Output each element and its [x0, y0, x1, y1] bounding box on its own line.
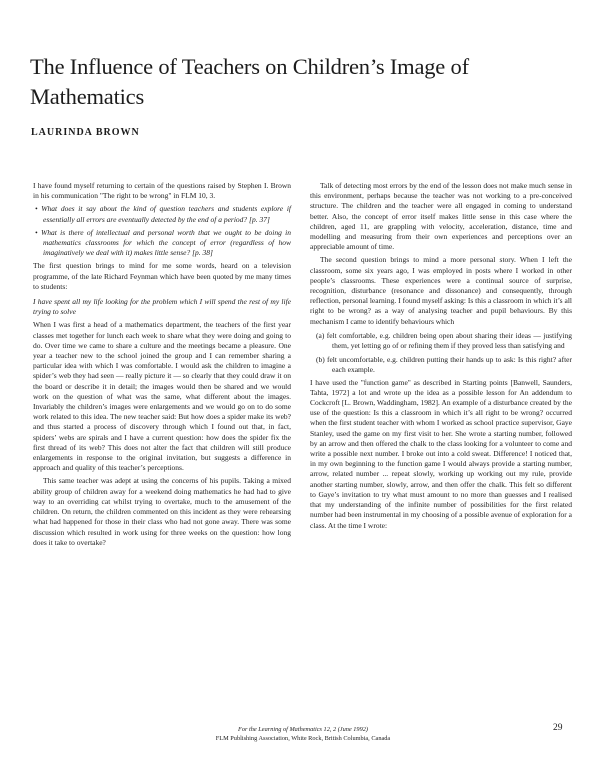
paragraph: This same teacher was adept at using the concerns of his pupils. Taking a mixed ability group of children away for a weekend doing mathematics he had had to give way to an overriding cat whilst trying to overtake, much to the amusement of the children. On return, the children commented on this incident as they were rehearsing what had happened for those in their class who had not gone away. There was some discussion which resulted in work using for three weeks on the question: how long does it take to overtake? [33, 476, 291, 547]
right-column [310, 181, 572, 534]
feynman-quote: I have spent all my life looking for the problem which I will spend the rest of my life trying to solve [33, 297, 291, 317]
left-column [33, 181, 291, 551]
list-item: (a) felt comfortable, e.g. children being open about sharing their ideas — justifying them, yet letting go of or refining them if they proved less than satisfying and [316, 330, 572, 351]
paragraph: The first question brings to mind for me some words, heard on a television programme, of the late Richard Feynman which have been quoted by me many times to students: [33, 261, 291, 291]
paragraph: I have found myself returning to certain of the questions raised by Stephen I. Brown in his communication "The right to be wrong" in FLM 10, 3. [33, 181, 291, 201]
publisher-line: FLM Publishing Association, White Rock, British Columbia, Canada [215, 735, 391, 742]
page-number: 29 [553, 723, 563, 733]
journal-citation: For the Learning of Mathematics 12, 2 (June 1992) [238, 726, 368, 733]
article-title: The Influence of Teachers on Children’s Image of Mathematics [30, 54, 469, 109]
list-item: (b) felt uncomfortable, e.g. children putting their hands up to ask: Is this right? after each example. [316, 355, 572, 375]
footer [33, 724, 573, 748]
paragraph: When I was first a head of a mathematics department, the teachers of the first year classes met together for lunch each week to share what they were doing and going to do. Over time we came to share a culture and the meetings became a pleasure. One year a teacher new to the school joined the group and I can remember sharing a particular idea with which I was comfortable. I would ask the children to imagine a spider’s web they had seen — really picture it — so clearly that they could draw it on the board or describe it in detail; the images would then be shared and we would work on the question of what was the same, what different about the images. Invariably the children’s images were enlargements and we would go on to do some work related to this idea. The new teacher said: But how does a spider make its web? and thus started a process of discovery through which I found out that, in fact, spiders’ webs are spirals and I have a current question: how does the spider fix the first thread of its web? This does not alter the fact that children will still produce enlargements in response to the original invitation, but suggests a difference in approach and quality of this teacher’s perceptions. [33, 320, 291, 473]
paragraph: Talk of detecting most errors by the end of the lesson does not make much sense in this environment, perhaps because the teacher was not working to a pre-conceived structure. The children and the teacher were all engaged in coming to understand better. Also, the concept of error itself makes little sense in this case where the children, aged 11, are grappling with velocity, acceleration, distance, time and modelling and measuring from their own experiences and perceptions over an appreciable amount of time. [310, 181, 572, 252]
paragraph: I have used the "function game" as described in Starting points [Banwell, Saunders, Tahta, 1972] a lot and wrote up the idea as a possible lesson for An addendum to Cockcroft [L. Brown, Waddingham, 1982]. An example of a disturbance created by the use of the question: Is this a classroom in which it’s all right to be wrong? occurred when the first student teacher with whom I worked as school practice supervisor, Gaye Stanley, used the game on my first visit to her. She wrote a starting number, followed by an arrow and then offered the chalk to the class looking for a volunteer to come and write a possible next number. I broke out into a cold sweat. Difference! I noticed that, in my own beginning to the function game I would always provide a starting number, arrow, related number ... repeat slowly, working up working out my rule, provide another starting number, slowly, arrow, and then offer the chalk. This felt so different to Gaye’s invitation to try what must amount to no more than guesses and I realised that my understanding of the infinite number of possibilities for the first related number had been instrumental in my choosing of a possible avenue of exploration for a class. At the time I wrote: [310, 377, 573, 530]
paragraph: The second question brings to mind a more personal story. When I left the classroom, some six years ago, I was employed in posts where I worked in other people’s classrooms. These experiences were a continual source of surprise, recognition, disturbance (resonance and dissonance) and consequently, through reflection, personal learning. I found myself asking: Is this a classroom in which it’s all right to be wrong? as a way of analysing teacher and pupil behaviours. By this mechanism I came to identify behaviours which [310, 255, 572, 326]
quoted-question: • What does it say about the kind of question teachers and students explore if essentially all errors are eventually detected by the end of a period? [p. 37] [35, 204, 291, 224]
author-name: LAURINDA BROWN [31, 127, 140, 138]
quoted-question: • What is there of intellectual and personal worth that we ought to be doing in mathematics classrooms for which the concept of error (regardless of how imaginatively we deal with it) makes little sense? [p. 38] [35, 227, 291, 258]
